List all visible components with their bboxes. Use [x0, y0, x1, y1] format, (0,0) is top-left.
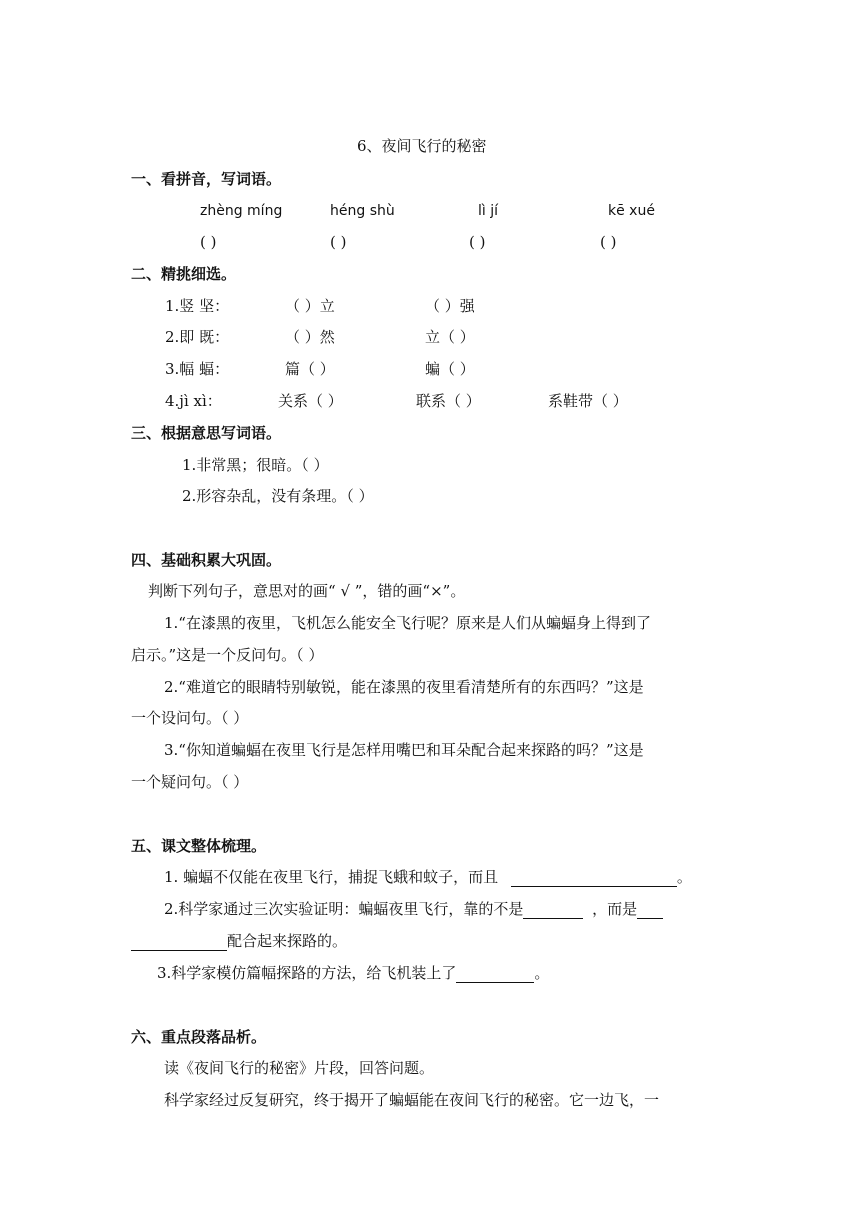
answer-blank-2[interactable]: ( ) — [330, 233, 347, 251]
judge-q2-line1: 2.“难道它的眼睛特别敏锐，能在漆黑的夜里看清楚所有的东西吗？”这是 — [164, 678, 644, 696]
choice-1-a[interactable]: （ ）立 — [285, 297, 335, 315]
fill-q1-blank[interactable] — [511, 870, 677, 887]
choice-2-b[interactable]: 立（ ） — [425, 328, 475, 346]
choice-1-label: 1.竖 坚： — [165, 297, 230, 315]
answer-blank-4[interactable]: ( ) — [600, 233, 617, 251]
fill-q3 — [157, 963, 549, 983]
meaning-item-2[interactable]: 2.形容杂乱，没有条理。（ ） — [182, 487, 374, 505]
fill-q2-mid: ，而是 — [592, 900, 638, 918]
judge-q2-line2[interactable]: 一个设问句。（ ） — [131, 709, 249, 727]
answer-blank-1[interactable]: ( ) — [200, 233, 217, 251]
fill-q3-end: 。 — [534, 964, 550, 982]
choice-3-label: 3.幅 蝠： — [165, 360, 230, 378]
choice-2-a[interactable]: （ ）然 — [285, 328, 335, 346]
judge-q1-line1: 1.“在漆黑的夜里，飞机怎么能安全飞行呢？原来是人们从蝙蝠身上得到了 — [164, 614, 651, 632]
pinyin-4: kē xué — [608, 203, 655, 219]
choice-2-label: 2.即 既： — [165, 328, 230, 346]
pinyin-1: zhèng míng — [200, 203, 283, 219]
section-4-heading: 四、基础积累大巩固。 — [131, 551, 282, 569]
fill-q3-text: 3.科学家模仿篇幅探路的方法，给飞机装上了 — [157, 964, 457, 982]
page-title: 6、夜间飞行的秘密 — [357, 137, 487, 155]
fill-q1 — [164, 867, 692, 887]
section-2-heading: 二、精挑细选。 — [131, 265, 237, 283]
fill-q3-blank[interactable] — [456, 966, 534, 983]
meaning-item-1[interactable]: 1.非常黑；很暗。（ ） — [182, 456, 329, 474]
pinyin-2: héng shù — [330, 203, 395, 219]
fill-q2-blank-1[interactable] — [523, 902, 583, 919]
answer-blank-3[interactable]: ( ) — [469, 233, 486, 251]
section-6-heading: 六、重点段落品析。 — [131, 1028, 267, 1046]
judge-q3-line2[interactable]: 一个疑问句。（ ） — [131, 773, 249, 791]
choice-4-a[interactable]: 关系（ ） — [278, 392, 343, 410]
reading-passage: 科学家经过反复研究，终于揭开了蝙蝠能在夜间飞行的秘密。它一边飞，一 — [164, 1091, 660, 1109]
fill-q2-line2 — [131, 931, 347, 951]
fill-q1-end: 。 — [676, 868, 692, 886]
judge-q3-line1: 3.“你知道蝙蝠在夜里飞行是怎样用嘴巴和耳朵配合起来探路的吗？”这是 — [164, 741, 644, 759]
fill-q2-text: 2.科学家通过三次实验证明：蝙蝠夜里飞行，靠的不是 — [164, 900, 524, 918]
section-5-heading: 五、课文整体梳理。 — [131, 837, 267, 855]
choice-3-b[interactable]: 蝙（ ） — [425, 360, 475, 378]
judge-instruction: 判断下列句子，意思对的画“ √ ”，错的画“×”。 — [148, 582, 466, 600]
section-1-heading: 一、看拼音，写词语。 — [131, 170, 282, 188]
choice-4-label: 4.jì xì： — [165, 392, 222, 410]
choice-3-a[interactable]: 篇（ ） — [285, 360, 335, 378]
fill-q2-line1 — [164, 899, 663, 919]
choice-4-c[interactable]: 系鞋带（ ） — [548, 392, 628, 410]
pinyin-3: lì jí — [478, 203, 499, 219]
choice-4-b[interactable]: 联系（ ） — [416, 392, 481, 410]
fill-q2-blank-2a[interactable] — [637, 902, 663, 919]
fill-q2-blank-2b[interactable] — [131, 934, 227, 951]
choice-1-b[interactable]: （ ）强 — [425, 297, 475, 315]
fill-q2-end: 配合起来探路的。 — [227, 932, 348, 950]
section-3-heading: 三、根据意思写词语。 — [131, 424, 282, 442]
judge-q1-line2[interactable]: 启示。”这是一个反问句。（ ） — [131, 646, 324, 664]
reading-instruction: 读《夜间飞行的秘密》片段，回答问题。 — [164, 1059, 435, 1077]
fill-q1-text: 1. 蝙蝠不仅能在夜里飞行，捕捉飞蛾和蚊子，而且 — [164, 868, 499, 886]
